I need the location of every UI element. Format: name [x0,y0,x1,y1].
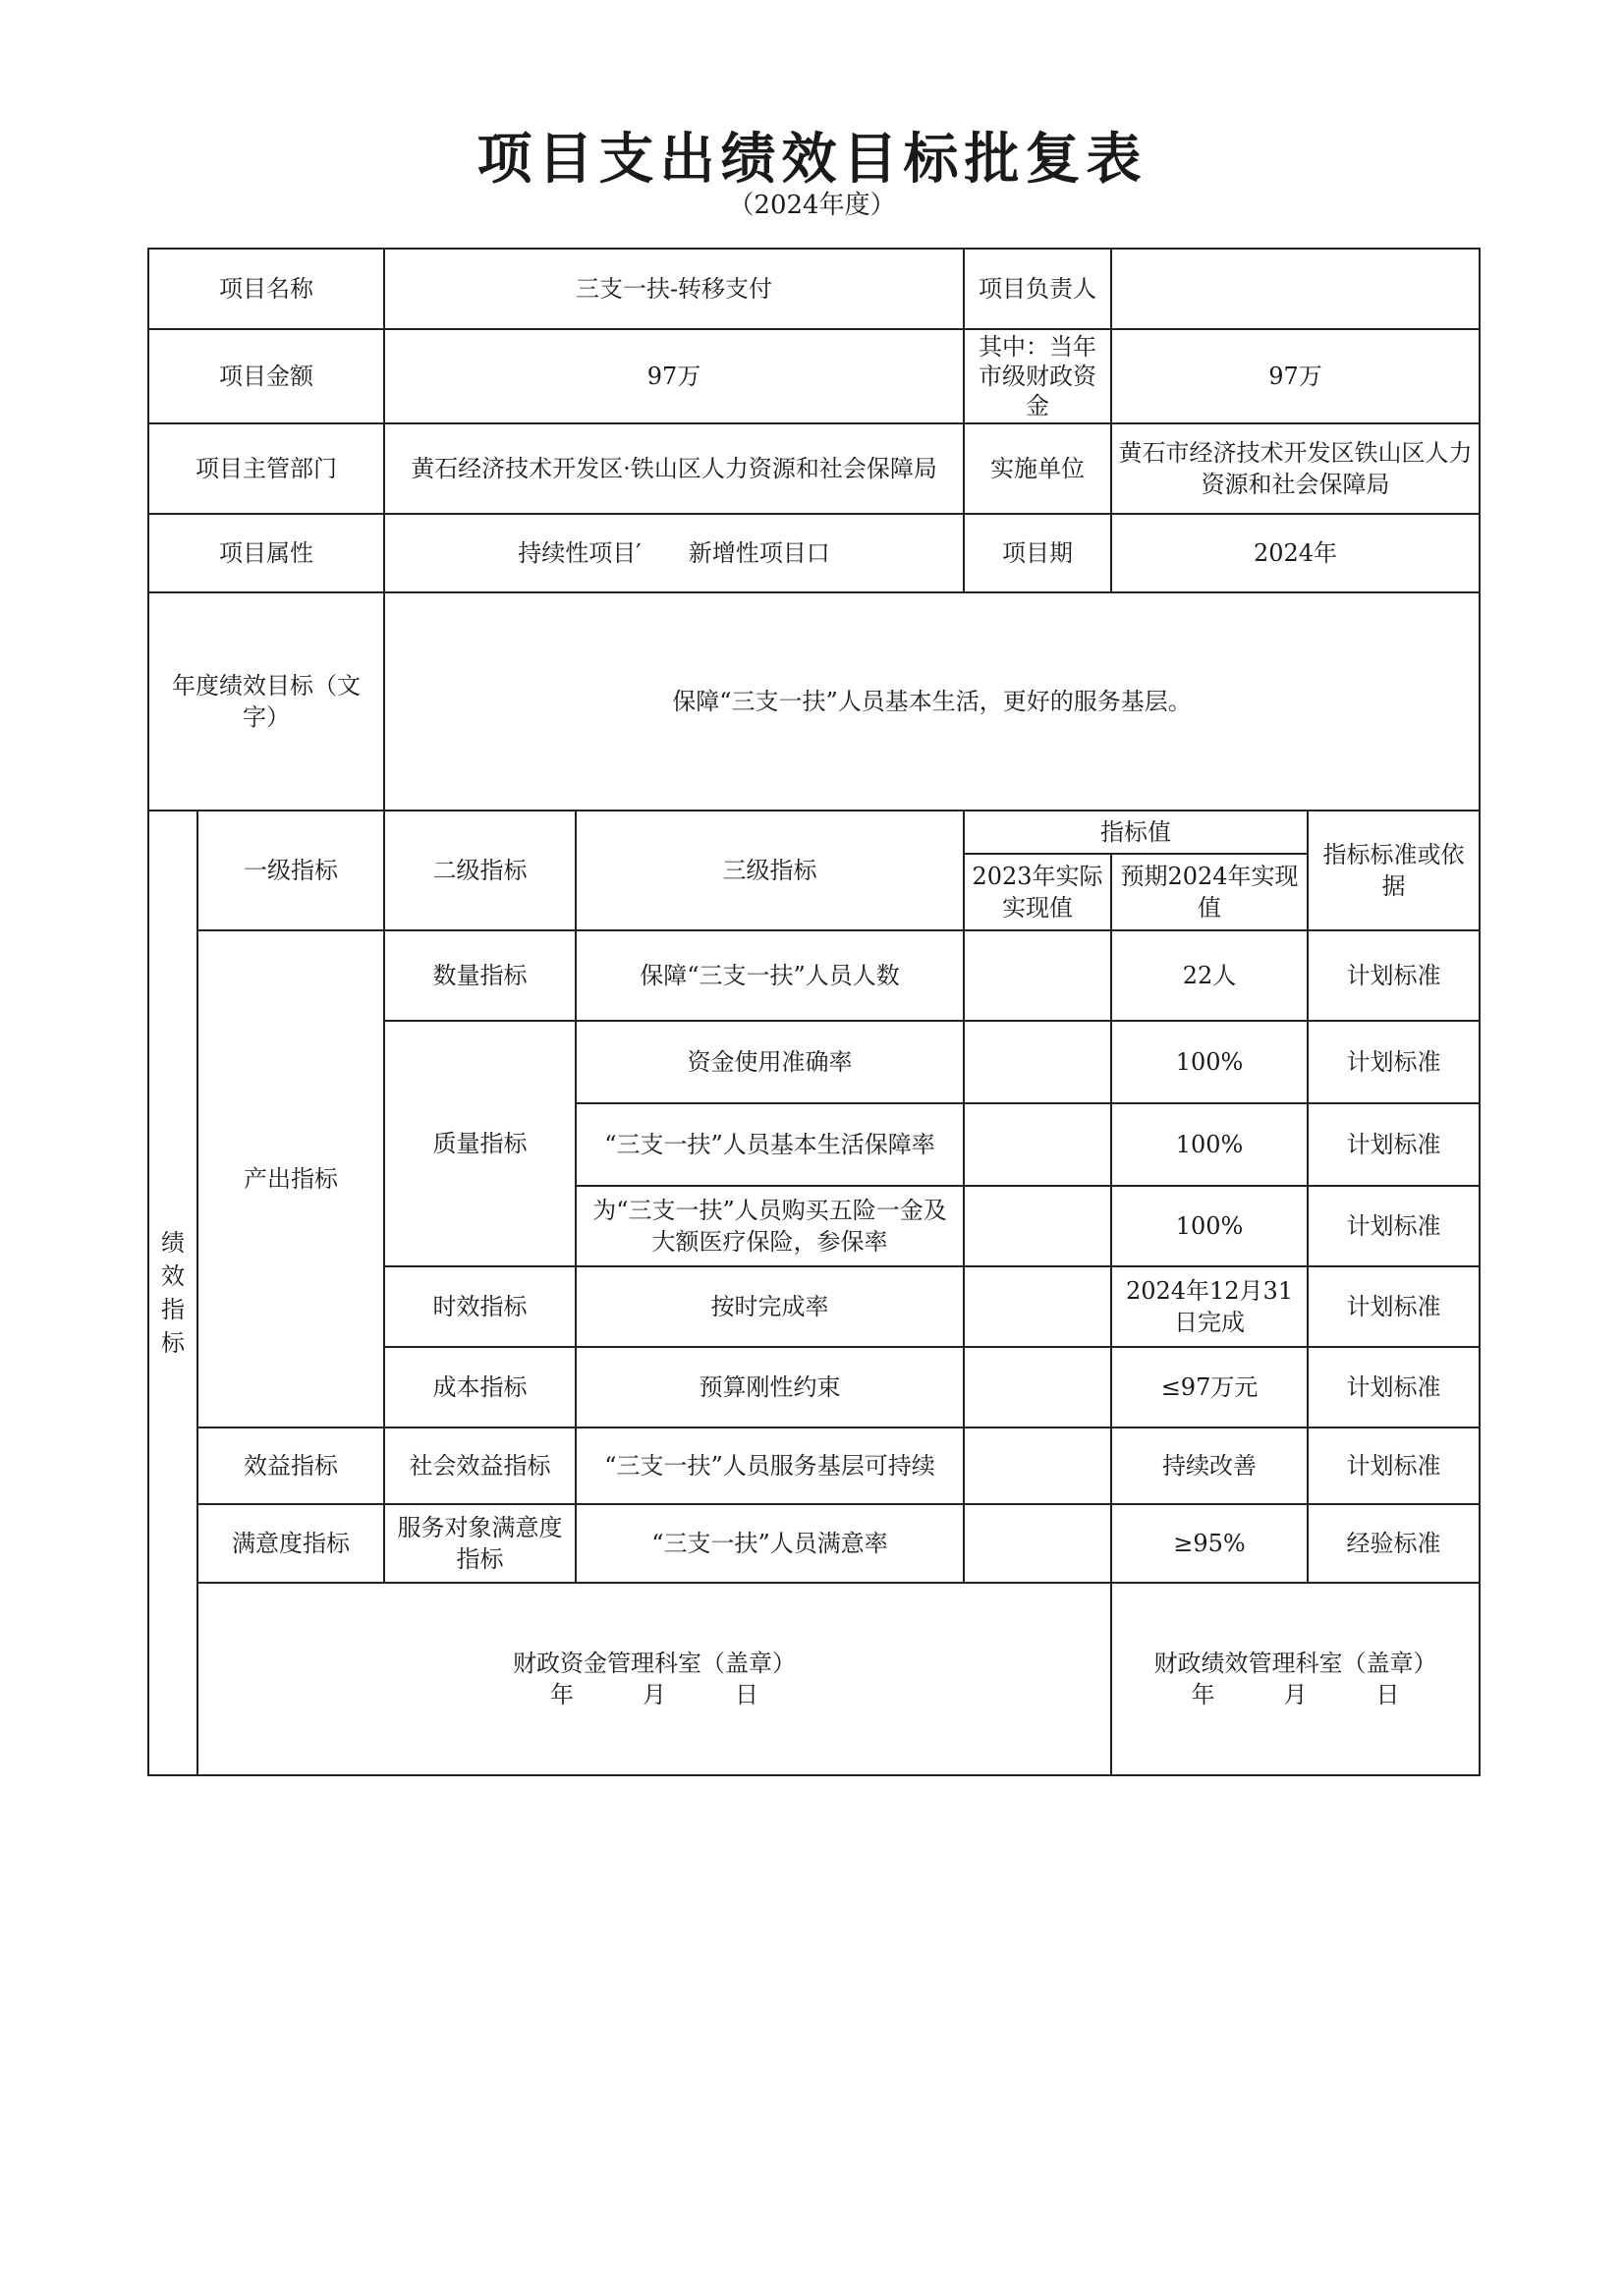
attr-value: 持续性项目′ 新增性项目口 [384,514,964,592]
basis-cell: 计划标准 [1308,1266,1480,1347]
basis-cell: 计划标准 [1308,1021,1480,1103]
group-output: 产出指标 [197,930,384,1427]
basis-cell: 计划标准 [1308,1103,1480,1186]
actual-cell [964,1186,1111,1266]
expected-cell: 100% [1111,1021,1308,1103]
attr-label: 项目属性 [148,514,384,592]
project-name-label: 项目名称 [148,249,384,329]
city-fund-value: 97万 [1111,329,1480,423]
period-label: 项目期 [964,514,1111,592]
level3-cell: 为“三支一扶”人员购买五险一金及大额医疗保险，参保率 [576,1186,964,1266]
project-leader-value [1111,249,1480,329]
basis-cell: 计划标准 [1308,1347,1480,1427]
basis-cell: 计划标准 [1308,930,1480,1021]
dept-label: 项目主管部门 [148,423,384,514]
amount-label: 项目金额 [148,329,384,423]
project-leader-label: 项目负责人 [964,249,1111,329]
row-amount [148,329,1480,423]
level2-cell: 成本指标 [384,1347,576,1427]
level2-cell: 服务对象满意度指标 [384,1504,576,1583]
table-row [148,930,1480,1021]
level2-cell: 质量指标 [384,1021,576,1266]
expected-cell: 22人 [1111,930,1308,1021]
project-name-value: 三支一扶-转移支付 [384,249,964,329]
expected-cell: 2024年12月31日完成 [1111,1266,1308,1347]
expected-cell: ≥95% [1111,1504,1308,1583]
level3-cell: “三支一扶”人员服务基层可持续 [576,1427,964,1504]
actual-cell [964,1347,1111,1427]
actual-cell [964,1103,1111,1186]
level3-cell: “三支一扶”人员基本生活保障率 [576,1103,964,1186]
header-level1: 一级指标 [197,811,384,930]
impl-value: 黄石市经济技术开发区铁山区人力资源和社会保障局 [1111,423,1480,514]
level3-cell: “三支一扶”人员满意率 [576,1504,964,1583]
level2-cell: 数量指标 [384,930,576,1021]
actual-cell [964,1427,1111,1504]
basis-cell: 计划标准 [1308,1427,1480,1504]
actual-cell [964,1266,1111,1347]
indicator-section-label: 绩效指标 [148,811,197,1775]
city-fund-label: 其中：当年市级财政资金 [964,329,1111,423]
actual-cell [964,930,1111,1021]
expected-cell: 100% [1111,1186,1308,1266]
expected-cell: 持续改善 [1111,1427,1308,1504]
goal-value: 保障“三支一扶”人员基本生活，更好的服务基层。 [384,592,1480,811]
level2-cell: 时效指标 [384,1266,576,1347]
row-project-name [148,249,1480,329]
header-expected-2024: 预期2024年实现值 [1111,854,1308,930]
level3-cell: 保障“三支一扶”人员人数 [576,930,964,1021]
row-department [148,423,1480,514]
actual-cell [964,1504,1111,1583]
signature-finance-fund-date: 年 月 日 [550,1681,758,1708]
period-value: 2024年 [1111,514,1480,592]
signature-finance-performance-date: 年 月 日 [1191,1681,1400,1708]
group-benefit: 效益指标 [197,1427,384,1504]
signature-row [148,1583,1480,1775]
dept-value: 黄石经济技术开发区·铁山区人力资源和社会保障局 [384,423,964,514]
header-basis: 指标标准或依据 [1308,811,1480,930]
signature-finance-fund-label: 财政资金管理科室（盖章） [513,1650,796,1677]
table-row [148,1427,1480,1504]
basis-cell: 经验标准 [1308,1504,1480,1583]
header-value: 指标值 [964,811,1308,854]
row-goal [148,592,1480,811]
level2-cell: 社会效益指标 [384,1427,576,1504]
header-level3: 三级指标 [576,811,964,930]
header-level2: 二级指标 [384,811,576,930]
impl-label: 实施单位 [964,423,1111,514]
group-satisfaction: 满意度指标 [197,1504,384,1583]
level3-cell: 预算刚性约束 [576,1347,964,1427]
level3-cell: 资金使用准确率 [576,1021,964,1103]
table-row [148,1504,1480,1583]
amount-value: 97万 [384,329,964,423]
goal-label: 年度绩效目标（文字） [148,592,384,811]
basis-cell: 计划标准 [1308,1186,1480,1266]
indicator-header-row-1 [148,811,1480,854]
page-title: 项目支出绩效目标批复表 [476,127,1148,192]
header-actual-2023: 2023年实际实现值 [964,854,1111,930]
signature-finance-fund [197,1583,1111,1775]
level3-cell: 按时完成率 [576,1266,964,1347]
page-subtitle: （2024年度） [728,191,896,220]
approval-table [147,248,1481,1776]
row-attribute [148,514,1480,592]
expected-cell: ≤97万元 [1111,1347,1308,1427]
signature-finance-performance-label: 财政绩效管理科室（盖章） [1153,1650,1437,1677]
signature-finance-performance [1111,1583,1480,1775]
expected-cell: 100% [1111,1103,1308,1186]
actual-cell [964,1021,1111,1103]
